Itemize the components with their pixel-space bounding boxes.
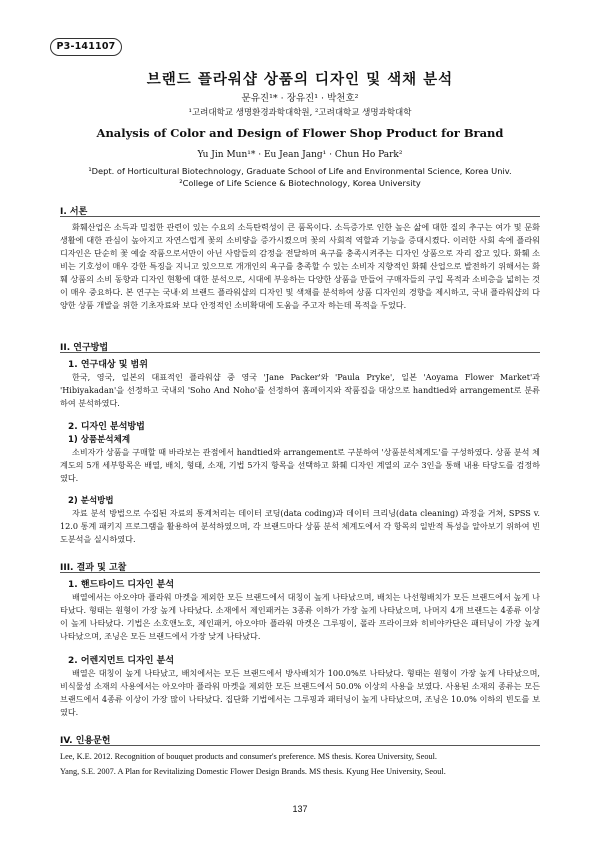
authors-english: Yu Jin Mun¹* · Eu Jean Jang¹ · Chun Ho Park² [197,150,403,160]
section-heading-methods: II. 연구방법 [60,343,109,353]
page-number: 137 [292,804,308,814]
subheading-results-1: 1. 핸드타이드 디자인 분석 [68,580,175,590]
subheading-methods-2: 2. 디자인 분석방법 [68,422,145,432]
reference-item: Yang, S.E. 2007. A Plan for Revitalizing Domestic Flower Design Brands. MS thesis. Kyung Hee University, Seoul. [60,767,446,776]
subheading-results-2: 2. 어렌지먼트 디자인 분석 [68,656,175,666]
section-rule [60,745,540,746]
methods-2a-paragraph: 소비자가 상품을 구매할 때 바라보는 관점에서 handtied와 arrangement로 구분하여 '상품분석체계도'를 구성하였다. 상품 분석 체계도의 5개 세부항목은 배열, 배치, 형태, 소재, 기법 5가지 항목을 선택하고 화훼 디자인 계열의 교수 3인을 통해 내용 타당도를 검정하였다. [60,447,540,483]
poster-id-badge: P3-141107 [50,38,122,56]
affiliations-korean: ¹고려대학교 생명환경과학대학원, ²고려대학교 생명과학대학 [188,108,412,118]
methods-1-paragraph: 한국, 영국, 일본의 대표적인 플라워샵 중 영국 'Jane Packer'와 'Paula Pryke', 일본 'Aoyama Flower Market'과 'Hibiyakadan'을 선정하고 국내의 'Soho And Noho'를 선정하여 홈페이지와 작품집을 대상으로 handtied와 arrangement로 분류하여 분석하였다. [60,372,540,408]
affiliation-english-2: ²College of Life Science & Biotechnology, Korea University [179,178,421,188]
reference-item: Lee, K.E. 2012. Recognition of bouquet products and consumer's preference. MS thesis. Korea University, Seoul. [60,752,437,761]
affiliations-english [0,165,600,189]
section-rule [60,352,540,353]
intro-paragraph: 화훼산업은 소득과 밀접한 관련이 있는 수요의 소득탄력성이 큰 품목이다. 소득증가로 인한 높은 삶에 대한 질의 추구는 여가 및 문화생활에 대한 관심이 높아지고 자연스럽게 꽃의 소비량을 증가시켰으며 꽃의 사회적 역할과 기능을 증대시켰다. 이러한 사회 속에 플라워디자인은 단순히 꽃 예술 작품으로서만이 아닌 사람들의 감정을 전달하며 욕구를 충족시켜주는 디자인 상품으로 자리 잡고 있다. 화훼 소비는 기호성이 매우 강한 특징을 지니고 있으므로 개개인의 욕구를 충족할 수 있는 소비자 지향적인 화훼 산업으로 발전하기 위해서는 화훼 상품의 소비 동향과 디자인 현황에 대한 분석으로, 시대에 부응하는 다양한 상품을 만들어 구매자들의 구입 목적과 소비층을 넓히는 것이 매우 중요하다. 본 연구는 국내·외 브랜드 플라워샵의 디자인 및 색채를 분석하여 상품 디자인의 경향을 제시하고, 국내 플라워샵의 다양한 상품 개발을 위한 기초자료와 보다 안정적인 소비확대에 도움을 주고자 하는데 목적을 두었다. [60,222,540,310]
title-korean: 브랜드 플라워샵 상품의 디자인 및 색채 분석 [146,72,454,88]
section-heading-references: IV. 인용문헌 [60,736,111,746]
title-english: Analysis of Color and Design of Flower Shop Product for Brand [96,126,504,140]
subheading-methods-2a: 1) 상품분석체계 [68,435,131,445]
results-1-paragraph: 배열에서는 아오야마 플라워 마켓을 제외한 모든 브랜드에서 대칭이 높게 나타났으며, 배치는 나선형배치가 모든 브랜드에서 높게 나타났다. 형태는 원형이 가장 높게 나타났다. 소재에서 제인패커는 3종류 이하가 가장 높게 나타났으며, 나머지 4개 브랜드는 4종류 이상이 높게 나타났다. 기법은 소호앤노호, 제인패커, 아오야마 플라워 마켓은 그루핑이, 폴라 프라이크와 히비야카단은 패터닝이 가장 높게 나타났으며, 조닝은 모든 브랜드에서 가장 낮게 나타났다. [60,592,540,641]
section-heading-intro: I. 서론 [60,207,88,217]
affiliation-english-1: ¹Dept. of Horticultural Biotechnology, Graduate School of Life and Environmental Science, Korea Univ. [88,166,512,176]
results-2-paragraph: 배열은 대칭이 높게 나타났고, 배치에서는 모든 브랜드에서 방사배치가 100.0%로 나타났다. 형태는 원형이 가장 높게 나타났으며, 비식물성 소재의 사용에서는 아오야마 플라워 마켓을 제외한 모든 브랜드에서 50.0% 이상의 사용을 보였다. 사용된 소재의 종류는 모든 브랜드에서 4종류 이상이 가장 많이 나타났다. 집단화 기법에서는 그루핑과 패터닝이 높게 나타났으며, 조닝은 10.0% 이하의 빈도를 보였다. [60,668,540,717]
subheading-methods-1: 1. 연구대상 및 범위 [68,360,148,370]
section-rule [60,216,540,217]
section-heading-results: III. 결과 및 고찰 [60,563,127,573]
subheading-methods-2b: 2) 분석방법 [68,496,114,506]
section-rule [60,572,540,573]
methods-2b-paragraph: 자료 분석 방법으로 수집된 자료의 통계처리는 데이터 코딩(data coding)과 데이터 크리닝(data cleaning) 과정을 거쳐, SPSS v. 12.0 통계 패키지 프로그램을 활용하여 분석하였으며, 각 브랜드마다 상품 분석 체계도에서 각 항목의 일반적 특성을 알아보기 위하여 빈도분석을 실시하였다. [60,508,540,544]
authors-korean: 문유진¹* · 장유진¹ · 박천호² [241,93,359,104]
